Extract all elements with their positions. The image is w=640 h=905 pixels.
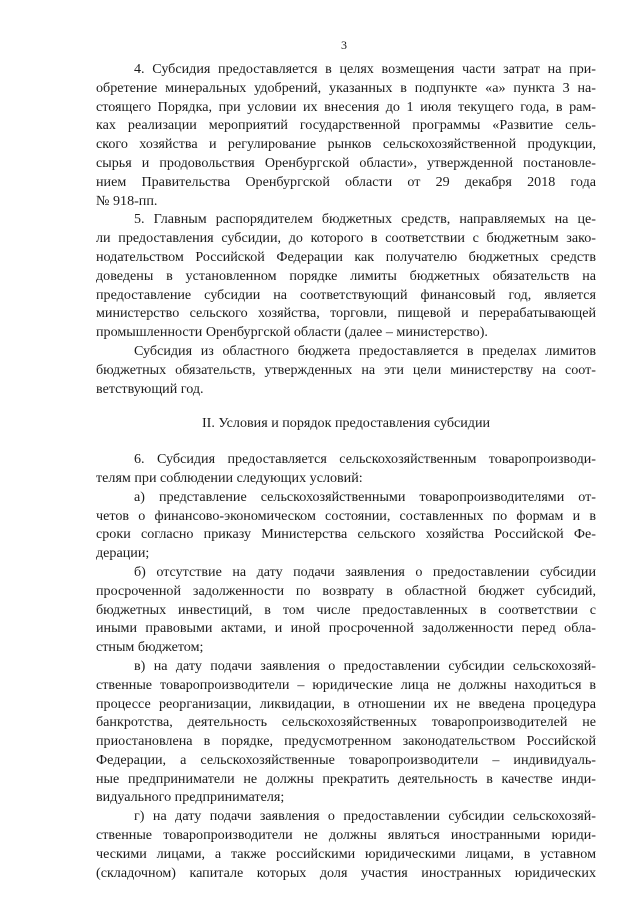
text-line: сырья и продовольствия Оренбургской области», утвержденной постановле- — [96, 154, 596, 171]
text-line: нием Правительства Оренбургской области от 29 декабря 2018 года — [96, 173, 596, 190]
text-line: 5. Главным распорядителем бюджетных средств, направляемых на це- — [134, 211, 596, 228]
text-line: б) отсутствие на дату подачи заявления о предоставлении субсидии — [134, 563, 596, 580]
paragraph-4 — [96, 60, 596, 210]
text-line: иными правовыми актами, и иной просроченной задолженности перед обла- — [96, 620, 596, 637]
paragraph-6g — [96, 807, 596, 882]
text-line: ках реализации мероприятий государственной программы «Развитие сель- — [96, 117, 596, 134]
text-line: четов о финансово-экономическом состоянии, составленных по формам и в — [96, 507, 596, 524]
text-line: ственные товаропроизводители не должны являться иностранными юриди- — [96, 827, 596, 844]
text-line: Субсидия из областного бюджета предоставляется в пределах лимитов — [134, 342, 596, 359]
text-line: 4. Субсидия предоставляется в целях возмещения части затрат на при- — [134, 61, 596, 77]
text-line: ского хозяйства и регулирование рынков сельскохозяйственной продукции, — [96, 136, 596, 153]
paragraph-6 — [96, 450, 596, 488]
text-line: ветствующий год. — [96, 380, 204, 397]
text-line: обретение минеральных удобрений, указанных в подпункте «а» пункта 3 на- — [96, 79, 596, 96]
text-line: стоящего Порядка, при условии их внесения до 1 июля текущего года, в рам- — [96, 98, 596, 115]
text-line: ческими лицами, а также российскими юридическими лицами, в уставном — [96, 845, 596, 862]
text-line: ли предоставления субсидии, до которого в соответствии с бюджетным зако- — [96, 230, 596, 247]
text-line: в) на дату подачи заявления о предоставлении субсидии сельскохозяй- — [134, 657, 596, 674]
text-line: банкротства, деятельность сельскохозяйственных товаропроизводителей не — [96, 714, 596, 731]
page-number: 3 — [341, 38, 347, 52]
section-title: II. Условия и порядок предоставления субсидии — [201, 415, 491, 432]
text-line: бюджетных инвестиций, в том числе предоставленных в соответствии с — [96, 601, 596, 618]
text-line: телям при соблюдении следующих условий: — [96, 469, 363, 486]
text-line: нодательством Российской Федерации как получателю бюджетных средств — [96, 248, 596, 265]
text-line: просроченной задолженности по возврату в областной бюджет субсидий, — [96, 582, 596, 599]
text-line: а) представление сельскохозяйственными товаропроизводителями от- — [134, 488, 596, 505]
text-line: приостановлена в порядке, предусмотренном законодательством Российской — [96, 733, 596, 750]
text-line: доведены в установленном порядке лимиты бюджетных обязательств на — [96, 267, 596, 284]
paragraph-5 — [96, 210, 596, 342]
text-line: видуального предпринимателя; — [96, 789, 285, 806]
text-line: сроки согласно приказу Министерства сельского хозяйства Российской Фе- — [96, 526, 596, 543]
paragraph-6b — [96, 563, 596, 657]
text-line: процессе реорганизации, ликвидации, в отношении их не введена процедура — [96, 695, 596, 712]
paragraph-6v — [96, 657, 596, 807]
text-line: (складочном) капитале которых доля участия иностранных юридических — [96, 864, 596, 881]
text-line: № 918-пп. — [96, 192, 158, 209]
document-page — [96, 38, 596, 882]
text-line: ственные товаропроизводители – юридические лица не должны находиться в — [96, 676, 596, 693]
text-line: 6. Субсидия предоставляется сельскохозяйственным товаропроизводи- — [134, 451, 596, 468]
text-line: бюджетных обязательств, утвержденных на эти цели министерству на соот- — [96, 361, 596, 378]
text-line: ные предприниматели не должны прекратить деятельность в качестве инди- — [96, 770, 596, 787]
text-line: дерации; — [96, 545, 150, 562]
paragraph-6a — [96, 488, 596, 563]
text-line: промышленности Оренбургской области (далее – министерство). — [96, 324, 488, 341]
text-line: Федерации, а сельскохозяйственные товаропроизводители – индивидуаль- — [96, 751, 596, 768]
text-line: министерство сельского хозяйства, торговли, пищевой и перерабатывающей — [96, 305, 596, 322]
text-line: стным бюджетом; — [96, 639, 204, 656]
text-line: г) на дату подачи заявления о предоставлении субсидии сельскохозяй- — [134, 808, 596, 825]
text-line: предоставление субсидии на соответствующий финансовый год, является — [96, 286, 596, 303]
paragraph-subsidy-limits — [96, 342, 596, 398]
